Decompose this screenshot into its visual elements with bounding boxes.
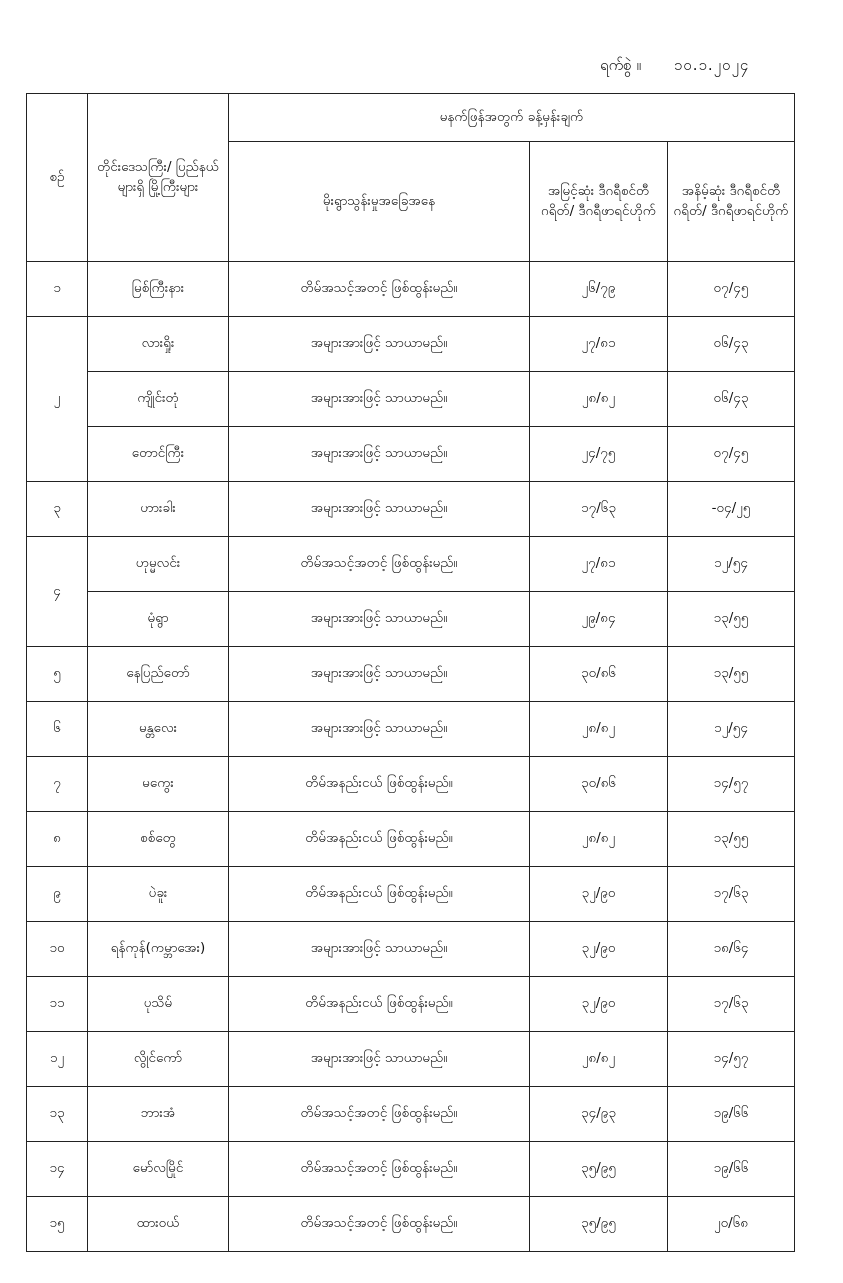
cell-min-temp: ၁၈/၆၄: [668, 922, 795, 977]
cell-city: ဟားခါး: [88, 482, 229, 537]
cell-city: ပဲခူး: [88, 867, 229, 922]
cell-max-temp: ၂၆/၇၉: [530, 262, 668, 317]
cell-min-temp: ၁၇/၆၃: [668, 867, 795, 922]
table-row: [27, 537, 795, 592]
cell-max-temp: ၂၇/၈၁: [530, 317, 668, 372]
cell-rain-condition: အများအားဖြင့် သာယာမည်။: [229, 647, 530, 702]
cell-rain-condition: တိမ်အသင့်အတင့် ဖြစ်ထွန်းမည်။: [229, 1197, 530, 1252]
cell-serial-no: ၁၁: [27, 977, 88, 1032]
cell-min-temp: ၁၄/၅၇: [668, 757, 795, 812]
cell-city: ဘားအံ: [88, 1087, 229, 1142]
header-serial-no: စဉ်: [27, 94, 88, 262]
cell-min-temp: ၁၄/၅၇: [668, 1032, 795, 1087]
cell-city: လားရှိုး: [88, 317, 229, 372]
cell-city: ပုသိမ်: [88, 977, 229, 1032]
cell-city: ကျိုင်းတုံ: [88, 372, 229, 427]
cell-city: ရန်ကုန်(ကမ္ဘာအေး): [88, 922, 229, 977]
cell-min-temp: ၀၇/၄၅: [668, 262, 795, 317]
cell-serial-no: ၁၀: [27, 922, 88, 977]
cell-serial-no: ၉: [27, 867, 88, 922]
cell-rain-condition: အများအားဖြင့် သာယာမည်။: [229, 482, 530, 537]
cell-serial-no: ၂: [27, 317, 88, 482]
header-min-temp: အနိမ့်ဆုံး ဒီဂရီစင်တီဂရိတ်/ ဒီဂရီဖာရင်ဟိုက်: [668, 142, 795, 262]
cell-serial-no: ၁: [27, 262, 88, 317]
cell-max-temp: ၃၂/၉၀: [530, 867, 668, 922]
cell-min-temp: ၁၃/၅၅: [668, 592, 795, 647]
table-row: [27, 262, 795, 317]
cell-serial-no: ၈: [27, 812, 88, 867]
cell-city: မြစ်ကြီးနား: [88, 262, 229, 317]
cell-min-temp: ၁၉/၆၆: [668, 1142, 795, 1197]
cell-rain-condition: တိမ်အနည်းငယ် ဖြစ်ထွန်းမည်။: [229, 977, 530, 1032]
header-rain-condition: မိုးရွာသွန်းမှုအခြေအနေ: [229, 142, 530, 262]
cell-max-temp: ၁၇/၆၃: [530, 482, 668, 537]
table-row: [27, 427, 795, 482]
cell-rain-condition: အများအားဖြင့် သာယာမည်။: [229, 1032, 530, 1087]
cell-max-temp: ၂၄/၇၅: [530, 427, 668, 482]
report-date: [600, 56, 790, 78]
cell-rain-condition: အများအားဖြင့် သာယာမည်။: [229, 427, 530, 482]
cell-max-temp: ၃၅/၉၅: [530, 1197, 668, 1252]
cell-max-temp: ၃၀/၈၆: [530, 647, 668, 702]
cell-max-temp: ၃၅/၉၅: [530, 1142, 668, 1197]
table-row: [27, 1142, 795, 1197]
cell-rain-condition: အများအားဖြင့် သာယာမည်။: [229, 592, 530, 647]
header-forecast-group: မနက်ဖြန်အတွက် ခန့်မှန်းချက်: [229, 94, 795, 142]
cell-max-temp: ၂၉/၈၄: [530, 592, 668, 647]
cell-rain-condition: တိမ်အသင့်အတင့် ဖြစ်ထွန်းမည်။: [229, 1142, 530, 1197]
cell-min-temp: ၁၉/၆၆: [668, 1087, 795, 1142]
cell-serial-no: ၁၂: [27, 1032, 88, 1087]
table-row: [27, 867, 795, 922]
cell-min-temp: ၁၂/၅၄: [668, 537, 795, 592]
header-max-temp: အမြင့်ဆုံး ဒီဂရီစင်တီဂရိတ်/ ဒီဂရီဖာရင်ဟိုက်: [530, 142, 668, 262]
cell-serial-no: ၄: [27, 537, 88, 647]
table-row: [27, 482, 795, 537]
table-row: [27, 977, 795, 1032]
cell-city: မော်လမြိုင်: [88, 1142, 229, 1197]
forecast-table: [26, 93, 795, 1252]
cell-serial-no: ၁၄: [27, 1142, 88, 1197]
table-row: [27, 757, 795, 812]
cell-city: တောင်ကြီး: [88, 427, 229, 482]
cell-city: ထားဝယ်: [88, 1197, 229, 1252]
table-row: [27, 317, 795, 372]
cell-min-temp: ၀၆/၄၃: [668, 372, 795, 427]
cell-city: မုံရွာ: [88, 592, 229, 647]
cell-max-temp: ၃၄/၉၃: [530, 1087, 668, 1142]
cell-rain-condition: တိမ်အသင့်အတင့် ဖြစ်ထွန်းမည်။: [229, 537, 530, 592]
cell-min-temp: ၀၇/၄၅: [668, 427, 795, 482]
cell-city: ဟုမ္မလင်း: [88, 537, 229, 592]
table-row: [27, 702, 795, 757]
table-row: [27, 647, 795, 702]
table-row: [27, 1197, 795, 1252]
cell-min-temp: ၀၆/၄၃: [668, 317, 795, 372]
cell-max-temp: ၂၈/၈၂: [530, 812, 668, 867]
cell-serial-no: ၅: [27, 647, 88, 702]
table-row: [27, 812, 795, 867]
cell-serial-no: ၆: [27, 702, 88, 757]
cell-min-temp: ၁၇/၆၃: [668, 977, 795, 1032]
cell-rain-condition: အများအားဖြင့် သာယာမည်။: [229, 702, 530, 757]
cell-max-temp: ၃၀/၈၆: [530, 757, 668, 812]
cell-rain-condition: တိမ်အနည်းငယ် ဖြစ်ထွန်းမည်။: [229, 812, 530, 867]
cell-max-temp: ၃၂/၉၀: [530, 977, 668, 1032]
cell-city: နေပြည်တော်: [88, 647, 229, 702]
cell-max-temp: ၂၈/၈၂: [530, 702, 668, 757]
cell-max-temp: ၃၂/၉၀: [530, 922, 668, 977]
cell-rain-condition: တိမ်အနည်းငယ် ဖြစ်ထွန်းမည်။: [229, 757, 530, 812]
cell-serial-no: ၁၃: [27, 1087, 88, 1142]
cell-rain-condition: တိမ်အနည်းငယ် ဖြစ်ထွန်းမည်။: [229, 867, 530, 922]
cell-rain-condition: အများအားဖြင့် သာယာမည်။: [229, 922, 530, 977]
cell-city: မန္တလေး: [88, 702, 229, 757]
cell-city: မကွေး: [88, 757, 229, 812]
cell-min-temp: ၂၀/၆၈: [668, 1197, 795, 1252]
cell-min-temp: ၁၃/၅၅: [668, 812, 795, 867]
table-row: [27, 1032, 795, 1087]
table-row: [27, 592, 795, 647]
cell-min-temp: ၁၂/၅၄: [668, 702, 795, 757]
forecast-table-body: [27, 262, 795, 1252]
cell-rain-condition: တိမ်အသင့်အတင့် ဖြစ်ထွန်းမည်။: [229, 1087, 530, 1142]
cell-city: စစ်တွေ: [88, 812, 229, 867]
header-region-cities: တိုင်းဒေသကြီး/ ပြည်နယ်များရှိ မြို့ကြီးများ: [88, 94, 229, 262]
cell-max-temp: ၂၇/၈၁: [530, 537, 668, 592]
date-value: ၁၀.၁.၂၀၂၄: [673, 56, 750, 74]
table-row: [27, 1087, 795, 1142]
cell-rain-condition: အများအားဖြင့် သာယာမည်။: [229, 372, 530, 427]
cell-serial-no: ၇: [27, 757, 88, 812]
cell-rain-condition: တိမ်အသင့်အတင့် ဖြစ်ထွန်းမည်။: [229, 262, 530, 317]
cell-rain-condition: အများအားဖြင့် သာယာမည်။: [229, 317, 530, 372]
table-row: [27, 372, 795, 427]
cell-max-temp: ၂၈/၈၂: [530, 1032, 668, 1087]
date-label: ရက်စွဲ ။: [600, 56, 642, 74]
cell-min-temp: -၀၄/၂၅: [668, 482, 795, 537]
cell-serial-no: ၁၅: [27, 1197, 88, 1252]
cell-min-temp: ၁၃/၅၅: [668, 647, 795, 702]
table-row: [27, 922, 795, 977]
cell-city: လွိုင်ကော်: [88, 1032, 229, 1087]
cell-serial-no: ၃: [27, 482, 88, 537]
cell-max-temp: ၂၈/၈၂: [530, 372, 668, 427]
